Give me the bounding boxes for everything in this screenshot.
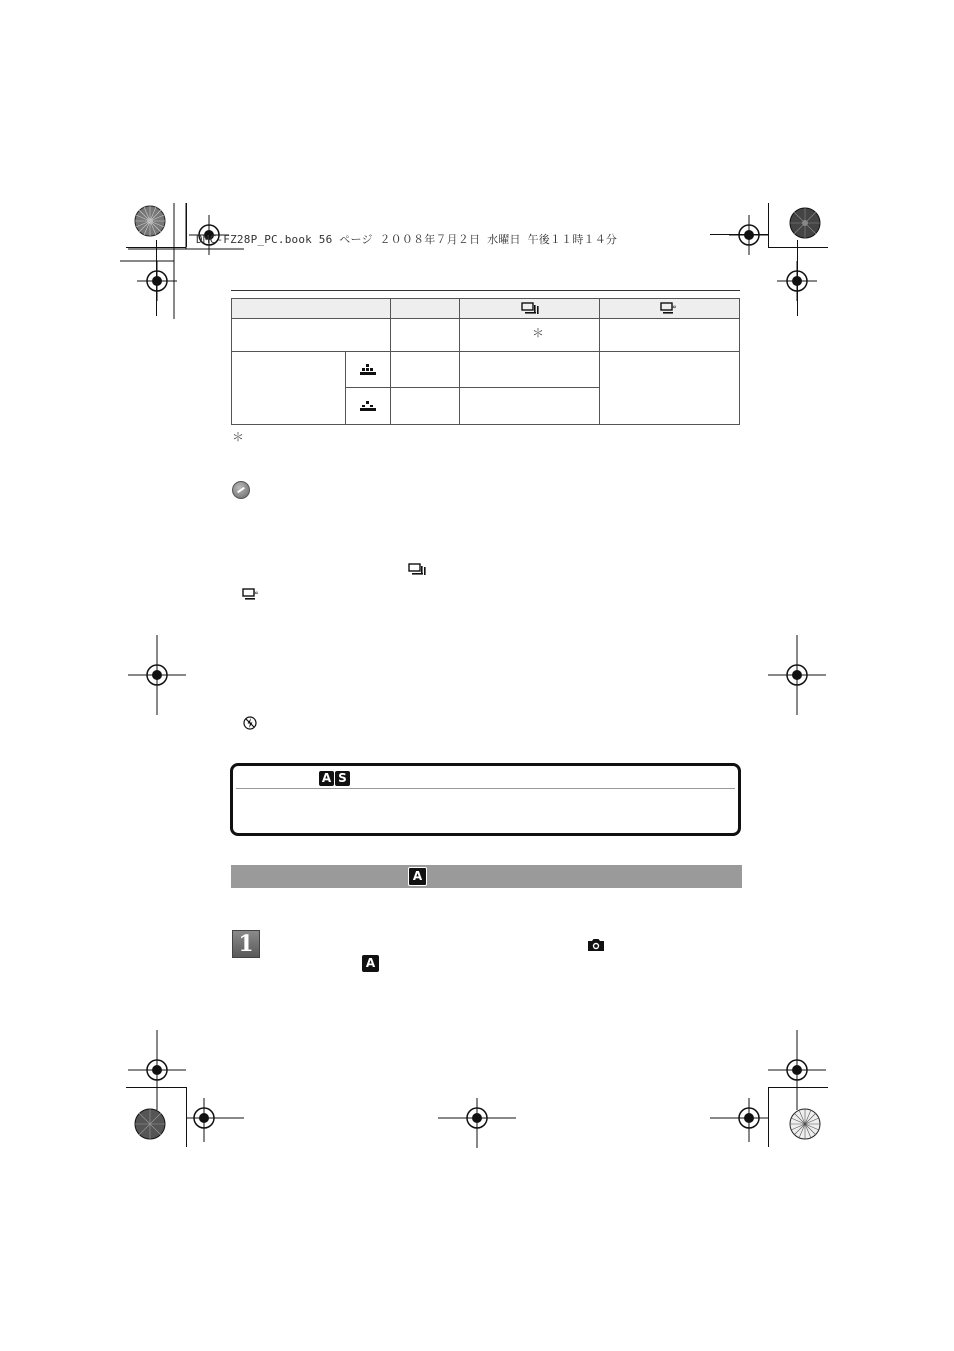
- registration-target-top-right-1: [729, 215, 769, 255]
- registration-target-bottom-left-2: [186, 1098, 244, 1142]
- registration-target-middle-left: [128, 635, 186, 715]
- table-cell: [599, 318, 740, 352]
- burst-high-icon: [408, 563, 426, 576]
- registration-target-bottom-right-2: [710, 1098, 768, 1142]
- mode-badges: [319, 767, 350, 786]
- step-number: 1: [232, 930, 260, 958]
- table-cell: [459, 351, 600, 388]
- table-header-cell: [390, 298, 460, 319]
- table-cell: [345, 387, 391, 425]
- svg-text:∞: ∞: [670, 303, 677, 311]
- running-head: DMC-FZ28P_PC.book 56 ページ ２００８年７月２日 水曜日 午後１１時１４分: [196, 233, 618, 246]
- color-wheel-top-right: [789, 207, 821, 239]
- header-rule: [231, 290, 740, 291]
- svg-text:∞: ∞: [253, 589, 259, 597]
- crop-line: [768, 203, 769, 247]
- crop-line: [186, 203, 187, 247]
- registration-target-bottom-left-1: [128, 1030, 186, 1110]
- table-header-cell: [599, 298, 740, 319]
- aperture-priority-mode-icon: A: [362, 955, 379, 972]
- crop-line: [768, 1087, 769, 1147]
- crop-line: [710, 234, 768, 235]
- table-header-cell: [231, 298, 391, 319]
- aperture-priority-mode-icon: A: [408, 867, 427, 886]
- crop-line: [768, 1087, 828, 1088]
- section-header-band: [231, 865, 742, 888]
- mode-info-box: [230, 763, 741, 836]
- box-divider: [236, 788, 735, 789]
- burst-unlimited-icon: [660, 302, 680, 315]
- color-wheel-top-left: [134, 205, 166, 237]
- table-cell: [459, 318, 600, 352]
- camera-icon: [587, 938, 605, 952]
- aperture-priority-mode-icon: A: [319, 771, 334, 786]
- table-cell: [231, 318, 391, 352]
- registration-target-bottom-center: [438, 1098, 516, 1148]
- table-cell: [390, 351, 460, 388]
- crop-line: [126, 1087, 186, 1088]
- registration-target-top-left-2: [137, 261, 177, 301]
- registration-target-middle-right: [768, 635, 826, 715]
- table-cell: [231, 351, 346, 425]
- quality-standard-icon: [360, 401, 376, 411]
- burst-unlimited-icon: [242, 588, 262, 601]
- crop-line: [156, 240, 157, 316]
- table-footnote-mark: ＊: [232, 430, 245, 444]
- flash-off-icon: [243, 716, 257, 730]
- table-header-cell: [459, 298, 600, 319]
- burst-high-icon: [521, 302, 539, 315]
- crop-line: [797, 240, 798, 316]
- table-cell: [345, 351, 391, 388]
- registration-target-bottom-right-1: [768, 1030, 826, 1110]
- burst-table: [231, 298, 740, 425]
- color-wheel-bottom-right: [789, 1108, 821, 1140]
- table-cell: [459, 387, 600, 425]
- quality-fine-icon: [360, 364, 376, 376]
- color-wheel-bottom-left: [134, 1108, 166, 1140]
- table-cell: [390, 318, 460, 352]
- note-icon: [232, 481, 250, 499]
- crop-line: [768, 247, 828, 248]
- table-cell: [599, 351, 740, 425]
- asterisk-mark: ＊: [532, 326, 545, 340]
- table-cell: [390, 387, 460, 425]
- shutter-priority-mode-icon: S: [335, 771, 350, 786]
